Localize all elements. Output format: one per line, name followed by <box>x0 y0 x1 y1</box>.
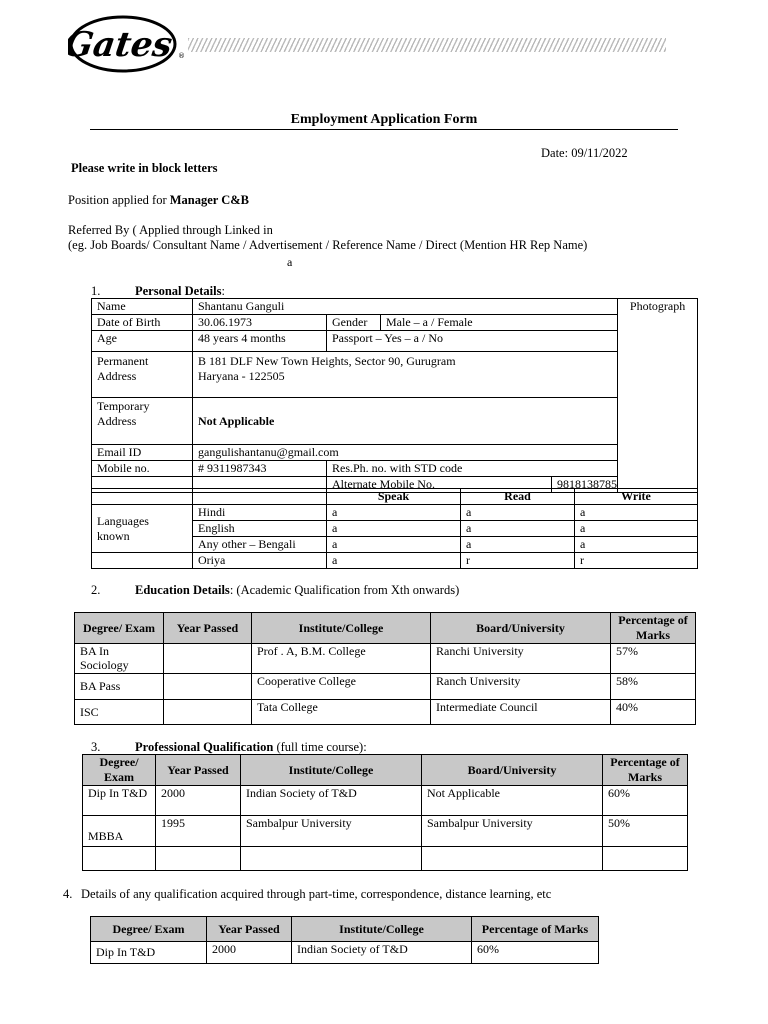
position-value: Manager C&B <box>169 193 250 207</box>
email-label: Email ID <box>92 445 193 461</box>
section-number: 2. <box>91 583 101 597</box>
dob-label: Date of Birth <box>92 315 193 331</box>
position-label: Position applied for <box>68 193 167 207</box>
education-institute: Prof . A, B.M. College <box>252 644 431 674</box>
language-speak: a <box>327 521 461 537</box>
block-letters-note: Please write in block letters <box>71 161 218 175</box>
section-title: Professional Qualification <box>135 740 274 754</box>
header-institute: Institute/College <box>241 755 422 786</box>
education-percentage: 40% <box>611 700 696 725</box>
personal-details-table <box>91 298 698 493</box>
empty-cell <box>92 489 193 505</box>
section-title: Personal Details <box>135 284 222 298</box>
professional-institute <box>241 847 422 871</box>
education-degree: ISC <box>75 700 164 725</box>
education-year <box>164 644 252 674</box>
gender-label: Gender <box>327 315 381 331</box>
speak-header: Speak <box>327 489 461 505</box>
gates-logo <box>68 10 186 76</box>
professional-percentage: 50% <box>603 816 688 847</box>
permanent-address-label <box>92 352 193 398</box>
header-board: Board/University <box>431 613 611 644</box>
header-institute: Institute/College <box>252 613 431 644</box>
passport-value: Passport – Yes – a / No <box>327 331 618 352</box>
header-board: Board/University <box>422 755 603 786</box>
education-degree: BA Pass <box>75 674 164 700</box>
professional-year: 2000 <box>156 786 241 816</box>
section-suffix: : <box>221 284 225 298</box>
temporary-label-line: Address <box>97 414 137 428</box>
language-read: a <box>461 521 575 537</box>
education-percentage: 57% <box>611 644 696 674</box>
header-percentage: Percentage of Marks <box>603 755 688 786</box>
header-degree: Degree/ Exam <box>75 613 164 644</box>
age-label: Age <box>92 331 193 352</box>
professional-year <box>156 847 241 871</box>
section-3-heading <box>91 740 367 755</box>
date-line <box>541 146 628 161</box>
photograph-box: Photograph <box>618 299 698 493</box>
languages-table <box>91 488 698 569</box>
professional-board: Sambalpur University <box>422 816 603 847</box>
parttime-qualification-table <box>90 916 599 964</box>
language-write: a <box>575 505 698 521</box>
section-suffix: : (Academic Qualification from Xth onwards) <box>229 583 460 597</box>
education-year <box>164 700 252 725</box>
section-number: 3. <box>91 740 101 754</box>
permanent-address-value <box>193 352 618 398</box>
temporary-address-label <box>92 398 193 445</box>
language-read: a <box>461 505 575 521</box>
permanent-label-line: Address <box>97 369 137 383</box>
professional-year: 1995 <box>156 816 241 847</box>
referred-by-line: Referred By ( Applied through Linked in <box>68 223 273 237</box>
header-year: Year Passed <box>207 917 292 942</box>
language-speak: a <box>327 553 461 569</box>
professional-percentage <box>603 847 688 871</box>
age-value: 48 years 4 months <box>193 331 327 352</box>
education-board: Ranch University <box>431 674 611 700</box>
header-degree: Degree/ Exam <box>91 917 207 942</box>
section-title: Details of any qualification acquired through part-time, correspondence, distance learning, etc <box>81 887 552 901</box>
title-rule <box>90 129 678 130</box>
language-name: Any other – Bengali <box>193 537 327 553</box>
temporary-address-value: Not Applicable <box>193 398 618 445</box>
section-number: 4. <box>63 887 73 901</box>
svg-text:Gates: Gates <box>68 25 175 65</box>
education-table <box>74 612 696 725</box>
gender-value: Male – a / Female <box>381 315 618 331</box>
parttime-institute: Indian Society of T&D <box>292 942 472 964</box>
section-4-heading <box>63 887 551 902</box>
section-1-heading <box>91 284 225 299</box>
alt-mobile-label: Alternate Mobile No. <box>327 477 552 493</box>
date-label: Date: <box>541 146 569 160</box>
languages-label-line: Languages <box>97 513 149 528</box>
professional-institute: Indian Society of T&D <box>241 786 422 816</box>
languages-label-line: known <box>97 528 130 543</box>
professional-institute: Sambalpur University <box>241 816 422 847</box>
decorative-stripe <box>188 38 666 52</box>
language-read: a <box>461 537 575 553</box>
date-value: 09/11/2022 <box>571 146 628 160</box>
header-year: Year Passed <box>156 755 241 786</box>
language-write: r <box>575 553 698 569</box>
parttime-degree: Dip In T&D <box>91 942 207 964</box>
language-name: Oriya <box>193 553 327 569</box>
parttime-year: 2000 <box>207 942 292 964</box>
name-label: Name <box>92 299 193 315</box>
education-board: Intermediate Council <box>431 700 611 725</box>
dob-value: 30.06.1973 <box>193 315 327 331</box>
mobile-value: # 9311987343 <box>193 461 327 477</box>
language-speak: a <box>327 505 461 521</box>
section-suffix: (full time course): <box>273 740 367 754</box>
language-read: r <box>461 553 575 569</box>
professional-degree: MBBA <box>83 816 156 847</box>
education-board: Ranchi University <box>431 644 611 674</box>
education-percentage: 58% <box>611 674 696 700</box>
res-phone-label: Res.Ph. no. with STD code <box>327 461 618 477</box>
temporary-label-line: Temporary <box>97 399 150 413</box>
permanent-address-line: B 181 DLF New Town Heights, Sector 90, Gurugram <box>198 354 456 368</box>
languages-label <box>92 505 193 553</box>
svg-text:®: ® <box>178 52 185 60</box>
language-name: English <box>193 521 327 537</box>
professional-degree: Dip In T&D <box>83 786 156 816</box>
write-header: Write <box>575 489 698 505</box>
language-name: Hindi <box>193 505 327 521</box>
read-header: Read <box>461 489 575 505</box>
language-write: a <box>575 521 698 537</box>
header-institute: Institute/College <box>292 917 472 942</box>
name-value: Shantanu Ganguli <box>193 299 618 315</box>
header-year: Year Passed <box>164 613 252 644</box>
header-percentage: Percentage of Marks <box>611 613 696 644</box>
header-degree: Degree/ Exam <box>83 755 156 786</box>
professional-percentage: 60% <box>603 786 688 816</box>
professional-qualification-table <box>82 754 688 871</box>
education-institute: Cooperative College <box>252 674 431 700</box>
section-title: Education Details <box>135 583 230 597</box>
permanent-label-line: Permanent <box>97 354 149 368</box>
language-write: a <box>575 537 698 553</box>
section-2-heading <box>91 583 459 598</box>
position-line <box>68 193 249 208</box>
header-percentage: Percentage of Marks <box>472 917 599 942</box>
section-number: 1. <box>91 284 101 298</box>
professional-degree <box>83 847 156 871</box>
professional-board: Not Applicable <box>422 786 603 816</box>
empty-cell <box>92 553 193 569</box>
email-value: gangulishantanu@gmail.com <box>193 445 618 461</box>
referred-examples: (eg. Job Boards/ Consultant Name / Advertisement / Reference Name / Direct (Mention HR Rep Name) <box>68 238 588 252</box>
alt-mobile-value: 9818138785 <box>552 477 618 493</box>
permanent-address-line: Haryana - 122505 <box>198 369 285 383</box>
education-degree: BA In Sociology <box>75 644 164 674</box>
education-institute: Tata College <box>252 700 431 725</box>
referred-value: a <box>287 255 293 269</box>
parttime-percentage: 60% <box>472 942 599 964</box>
language-speak: a <box>327 537 461 553</box>
empty-cell <box>193 489 327 505</box>
form-title: Employment Application Form <box>290 112 478 127</box>
education-year <box>164 674 252 700</box>
mobile-label: Mobile no. <box>92 461 193 477</box>
professional-board <box>422 847 603 871</box>
